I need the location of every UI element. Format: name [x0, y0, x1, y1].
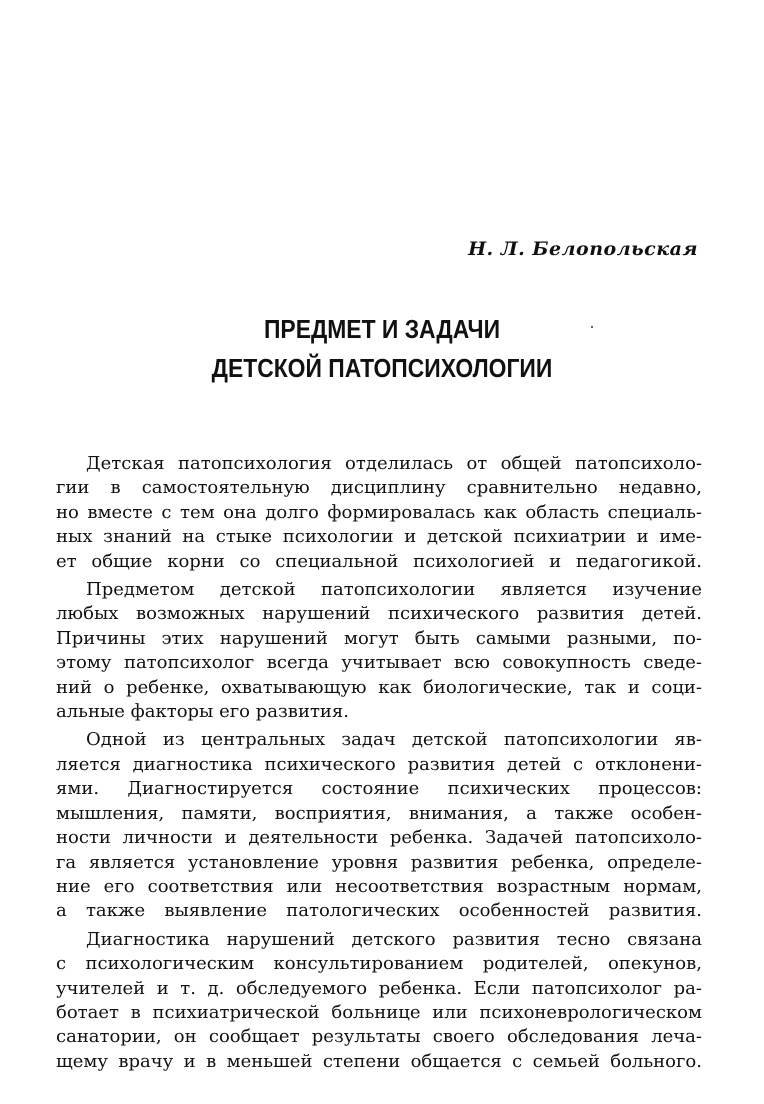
text-line: ных знаний на стыке психологии и детской психиатрии и име- — [56, 526, 702, 548]
text-line: ботает в психиатрической больнице или психоневрологическом — [56, 1001, 702, 1023]
text-line: Детская патопсихология отделилась от общей патопсихоло- — [86, 453, 702, 474]
text-line: этому патопсихолог всегда учитывает всю совокупность сведе- — [56, 652, 702, 674]
text-line: Диагностика нарушений детского развития тесно связана — [86, 928, 702, 950]
text-line: ности личности и деятельности ребенка. Задачей патопсихоло- — [56, 827, 702, 849]
text-line: с психологическим консультированием родителей, опекунов, — [56, 953, 702, 975]
body-text — [56, 452, 702, 1078]
text-line: учителей и т. д. обследуемого ребенка. Если патопсихолог ра- — [56, 977, 702, 999]
text-line: гии в самостоятельную дисциплину сравнительно недавно, — [56, 477, 702, 499]
text-line: га является установление уровня развития ребенка, определе- — [56, 851, 702, 873]
text-line: любых возможных нарушений психического развития детей. — [56, 603, 702, 625]
text-line: ями. Диагностируется состояние психических процессов: — [56, 778, 702, 800]
text-line: Причины этих нарушений могут быть самыми разными, по- — [56, 627, 702, 649]
text-line: ний о ребенке, охватывающую как биологические, так и соци- — [56, 676, 702, 698]
paragraph — [56, 728, 702, 923]
text-line: а также выявление патологических особенностей развития. — [56, 900, 702, 922]
text-line: Одной из центральных задач детской патопсихологии яв- — [86, 729, 702, 751]
text-line: щему врачу и в меньшей степени общается с семьей больного. — [56, 1050, 702, 1072]
chapter-title-line: ПРЕДМЕТ И ЗАДАЧИ — [263, 314, 501, 344]
paragraph — [56, 452, 702, 574]
text-line: альные факторы его развития. — [56, 701, 349, 723]
text-line: санатории, он сообщает результаты своего обследования леча- — [56, 1026, 702, 1048]
text-line: ляется диагностика психического развития детей с отклонени- — [56, 753, 702, 775]
paragraph — [56, 928, 702, 1074]
text-line: но вместе с тем она долго формировалась как область специаль- — [56, 501, 702, 523]
text-line: Предметом детской патопсихологии является изучение — [86, 579, 702, 601]
chapter-title-line: ДЕТСКОЙ ПАТОПСИХОЛОГИИ — [211, 353, 553, 383]
author-name: Н. Л. Белопольская — [468, 238, 698, 260]
print-speck — [591, 326, 593, 328]
text-line: ние его соответствия или несоответствия возрастным нормам, — [56, 875, 702, 897]
text-line: мышления, памяти, восприятия, внимания, а также особен- — [56, 802, 702, 824]
chapter-title — [46, 310, 718, 388]
text-line: ет общие корни со специальной психологией и педагогикой. — [56, 550, 702, 572]
paragraph — [56, 578, 702, 724]
